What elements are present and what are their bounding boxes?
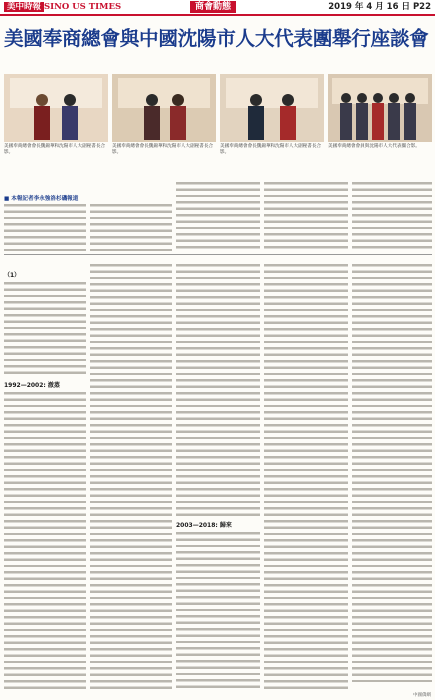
photo-1 bbox=[4, 74, 108, 142]
photo-3 bbox=[220, 74, 324, 142]
divider bbox=[4, 254, 432, 255]
body-text-column bbox=[90, 262, 172, 690]
body-text-column bbox=[4, 390, 86, 690]
photo-caption: 美國奉商總會會長魏錦華和沈陽市人大副秘書長合影。 bbox=[112, 144, 214, 155]
body-text-column bbox=[4, 280, 86, 378]
body-text-column bbox=[176, 262, 260, 517]
section-heading: 2003—2018: 歸來 bbox=[176, 522, 232, 529]
photo-2 bbox=[112, 74, 216, 142]
page-header bbox=[0, 0, 435, 16]
section-heading: 1992—2002: 澈蒸 bbox=[4, 382, 60, 389]
body-text-column bbox=[4, 202, 86, 252]
body-text-column bbox=[264, 262, 348, 690]
photo-caption: 美國奉商總會會員與沈陽市人大代表團合影。 bbox=[328, 144, 420, 149]
body-text-column bbox=[264, 180, 348, 252]
photo-strip bbox=[4, 74, 432, 166]
issue-date: 2019 年 4 月 16 日 P22 bbox=[328, 2, 431, 12]
section-heading: （1） bbox=[4, 272, 21, 279]
photo-caption: 美國奉商總會會長魏錦華和沈陽市人大副秘書長合影。 bbox=[4, 144, 106, 155]
photo-4 bbox=[328, 74, 432, 142]
body-text-column bbox=[352, 180, 432, 252]
photo-caption: 美國奉商總會會長魏錦華和沈陽市人大副秘書長合影。 bbox=[220, 144, 322, 155]
footer-source: 中國僑網 bbox=[413, 693, 431, 698]
body-text-column bbox=[176, 530, 260, 690]
body-text-column bbox=[90, 202, 172, 252]
newspaper-logo: 美中時報 bbox=[4, 2, 44, 12]
newspaper-name: SINO US TIMES bbox=[44, 2, 122, 12]
body-text-column bbox=[352, 262, 432, 682]
body-text-column bbox=[176, 180, 260, 252]
byline: ■ 本報記者李永強洛杉磯報道 bbox=[4, 196, 79, 202]
headline: 美國奉商總會與中國沈陽市人大代表團舉行座談會 bbox=[4, 27, 429, 50]
section-label: 商會動態 bbox=[190, 1, 236, 13]
